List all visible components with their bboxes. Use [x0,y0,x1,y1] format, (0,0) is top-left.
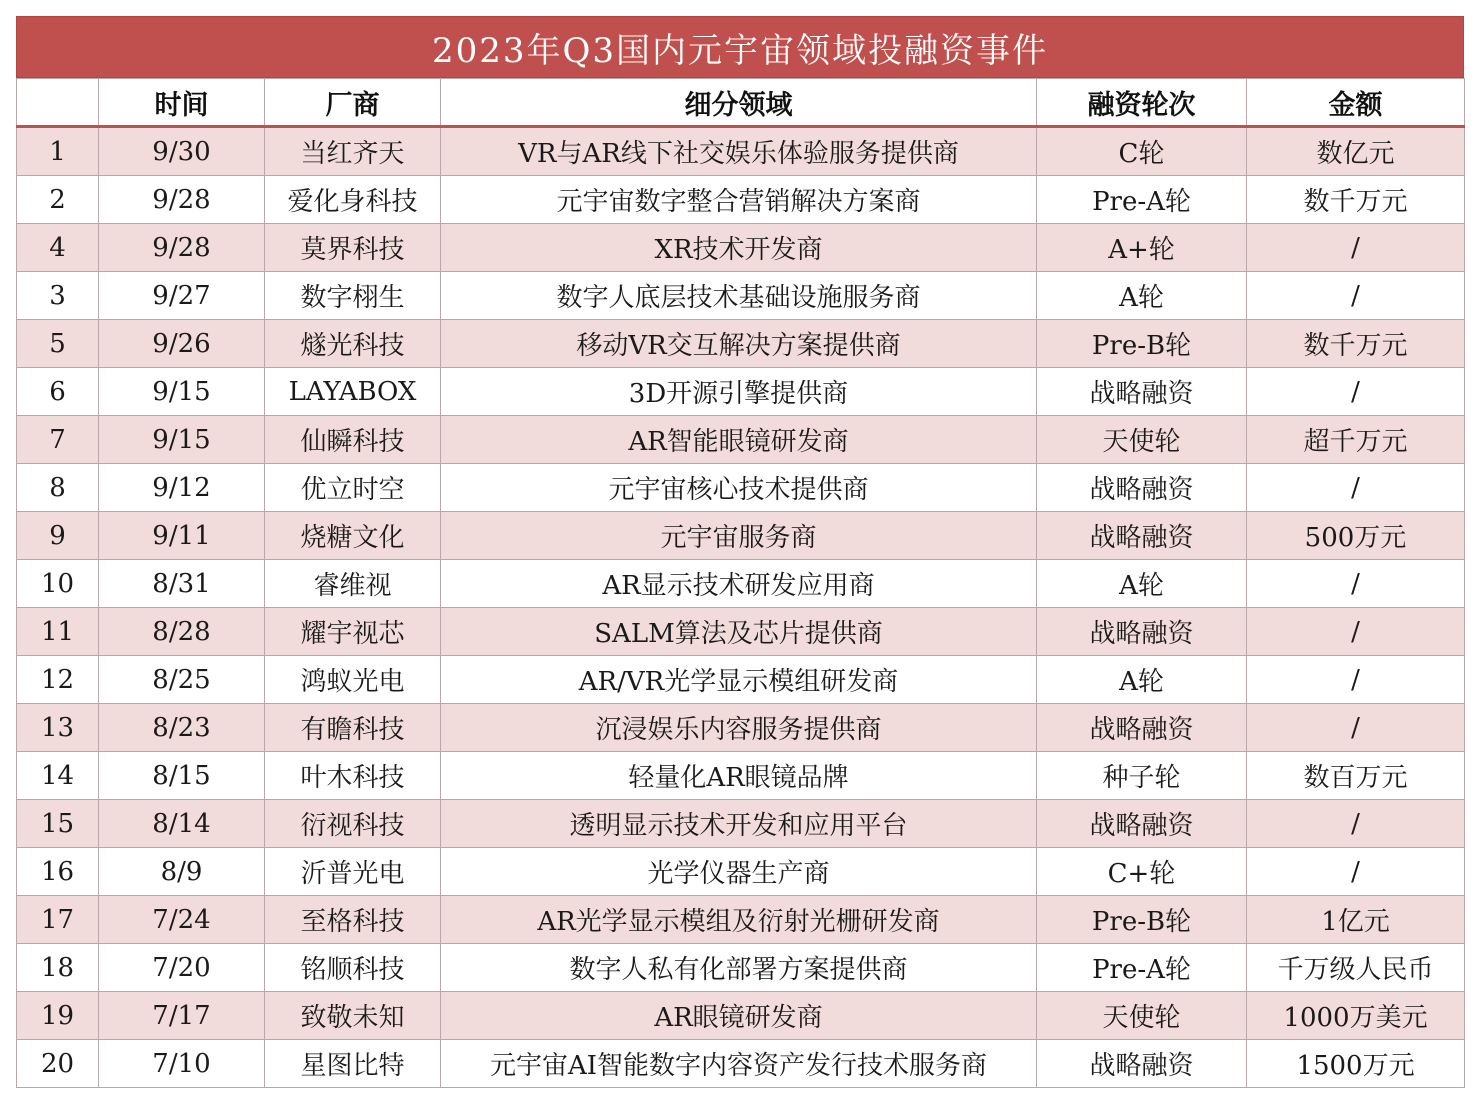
cell-vendor: 耀宇视芯 [265,608,441,656]
cell-index: 9 [17,512,99,560]
cell-vendor: 衍视科技 [265,800,441,848]
header-index [17,79,99,127]
cell-round: 天使轮 [1037,992,1247,1040]
cell-index: 11 [17,608,99,656]
cell-amount: 500万元 [1247,512,1465,560]
table-row [17,416,1465,464]
cell-date: 8/23 [99,704,265,752]
cell-index: 19 [17,992,99,1040]
cell-date: 7/10 [99,1040,265,1088]
cell-vendor: 数字栩生 [265,272,441,320]
cell-round: 战略融资 [1037,368,1247,416]
cell-round: Pre-A轮 [1037,176,1247,224]
header-row [17,79,1465,127]
spreadsheet [16,16,1464,1088]
cell-index: 7 [17,416,99,464]
cell-amount: / [1247,560,1465,608]
table-row [17,512,1465,560]
cell-segment: 元宇宙服务商 [441,512,1037,560]
cell-amount: / [1247,464,1465,512]
cell-round: Pre-B轮 [1037,320,1247,368]
cell-segment: 数字人底层技术基础设施服务商 [441,272,1037,320]
investment-table [16,78,1465,1088]
table-row [17,1040,1465,1088]
cell-vendor: LAYABOX [265,368,441,416]
cell-index: 20 [17,1040,99,1088]
table-row [17,608,1465,656]
cell-vendor: 优立时空 [265,464,441,512]
cell-round: 战略融资 [1037,464,1247,512]
cell-date: 9/27 [99,272,265,320]
cell-date: 8/25 [99,656,265,704]
cell-amount: 数千万元 [1247,320,1465,368]
cell-vendor: 燧光科技 [265,320,441,368]
cell-amount: / [1247,800,1465,848]
cell-segment: 透明显示技术开发和应用平台 [441,800,1037,848]
cell-segment: 3D开源引擎提供商 [441,368,1037,416]
table-body [17,127,1465,1088]
cell-segment: XR技术开发商 [441,224,1037,272]
cell-amount: 数亿元 [1247,127,1465,176]
cell-index: 15 [17,800,99,848]
table-row [17,848,1465,896]
table-row [17,464,1465,512]
cell-vendor: 叶木科技 [265,752,441,800]
cell-amount: 数千万元 [1247,176,1465,224]
cell-date: 8/28 [99,608,265,656]
header-round: 融资轮次 [1037,79,1247,127]
cell-segment: AR智能眼镜研发商 [441,416,1037,464]
cell-round: A轮 [1037,656,1247,704]
cell-vendor: 烧糖文化 [265,512,441,560]
cell-vendor: 仙瞬科技 [265,416,441,464]
cell-amount: 数百万元 [1247,752,1465,800]
cell-date: 7/17 [99,992,265,1040]
cell-segment: AR光学显示模组及衍射光栅研发商 [441,896,1037,944]
cell-date: 8/15 [99,752,265,800]
cell-index: 14 [17,752,99,800]
cell-round: 种子轮 [1037,752,1247,800]
cell-round: A轮 [1037,272,1247,320]
cell-index: 13 [17,704,99,752]
cell-vendor: 至格科技 [265,896,441,944]
cell-date: 7/24 [99,896,265,944]
cell-amount: / [1247,704,1465,752]
cell-segment: 元宇宙核心技术提供商 [441,464,1037,512]
header-segment: 细分领域 [441,79,1037,127]
cell-index: 3 [17,272,99,320]
table-row [17,127,1465,176]
cell-date: 8/14 [99,800,265,848]
cell-segment: 元宇宙AI智能数字内容资产发行技术服务商 [441,1040,1037,1088]
cell-amount: 超千万元 [1247,416,1465,464]
table-row [17,944,1465,992]
table-row [17,224,1465,272]
table-row [17,272,1465,320]
cell-date: 9/30 [99,127,265,176]
table-row [17,800,1465,848]
cell-vendor: 铭顺科技 [265,944,441,992]
cell-segment: AR/VR光学显示模组研发商 [441,656,1037,704]
cell-date: 9/26 [99,320,265,368]
cell-segment: 数字人私有化部署方案提供商 [441,944,1037,992]
cell-vendor: 星图比特 [265,1040,441,1088]
cell-round: A+轮 [1037,224,1247,272]
cell-date: 8/31 [99,560,265,608]
cell-index: 12 [17,656,99,704]
cell-round: 战略融资 [1037,608,1247,656]
cell-date: 9/12 [99,464,265,512]
cell-segment: AR显示技术研发应用商 [441,560,1037,608]
cell-amount: 1500万元 [1247,1040,1465,1088]
table-row [17,992,1465,1040]
table-row [17,176,1465,224]
cell-round: A轮 [1037,560,1247,608]
cell-date: 9/28 [99,224,265,272]
table-row [17,368,1465,416]
cell-vendor: 沂普光电 [265,848,441,896]
cell-amount: / [1247,224,1465,272]
cell-amount: 1亿元 [1247,896,1465,944]
cell-segment: 元宇宙数字整合营销解决方案商 [441,176,1037,224]
cell-round: C+轮 [1037,848,1247,896]
cell-date: 8/9 [99,848,265,896]
header-vendor: 厂商 [265,79,441,127]
cell-round: 战略融资 [1037,704,1247,752]
header-amount: 金额 [1247,79,1465,127]
cell-vendor: 睿维视 [265,560,441,608]
cell-segment: 移动VR交互解决方案提供商 [441,320,1037,368]
cell-round: 战略融资 [1037,512,1247,560]
cell-segment: VR与AR线下社交娱乐体验服务提供商 [441,127,1037,176]
cell-vendor: 爱化身科技 [265,176,441,224]
cell-segment: 沉浸娱乐内容服务提供商 [441,704,1037,752]
cell-date: 9/15 [99,368,265,416]
cell-vendor: 致敬未知 [265,992,441,1040]
cell-vendor: 鸿蚁光电 [265,656,441,704]
cell-amount: / [1247,848,1465,896]
cell-segment: 轻量化AR眼镜品牌 [441,752,1037,800]
table-row [17,656,1465,704]
table-row [17,560,1465,608]
cell-amount: / [1247,368,1465,416]
cell-amount: / [1247,656,1465,704]
cell-round: 战略融资 [1037,1040,1247,1088]
cell-vendor: 莫界科技 [265,224,441,272]
cell-index: 1 [17,127,99,176]
cell-index: 2 [17,176,99,224]
cell-index: 6 [17,368,99,416]
cell-round: 战略融资 [1037,800,1247,848]
cell-index: 8 [17,464,99,512]
table-row [17,320,1465,368]
cell-vendor: 当红齐天 [265,127,441,176]
cell-index: 4 [17,224,99,272]
cell-amount: 1000万美元 [1247,992,1465,1040]
cell-amount: / [1247,272,1465,320]
cell-round: Pre-A轮 [1037,944,1247,992]
cell-index: 18 [17,944,99,992]
cell-vendor: 有瞻科技 [265,704,441,752]
cell-index: 5 [17,320,99,368]
table-row [17,752,1465,800]
cell-segment: SALM算法及芯片提供商 [441,608,1037,656]
table-title: 2023年Q3国内元宇宙领域投融资事件 [16,16,1464,78]
table-row [17,704,1465,752]
cell-date: 9/15 [99,416,265,464]
table-row [17,896,1465,944]
header-date: 时间 [99,79,265,127]
cell-date: 9/28 [99,176,265,224]
cell-segment: AR眼镜研发商 [441,992,1037,1040]
cell-date: 7/20 [99,944,265,992]
cell-index: 17 [17,896,99,944]
cell-index: 10 [17,560,99,608]
cell-round: 天使轮 [1037,416,1247,464]
cell-round: Pre-B轮 [1037,896,1247,944]
cell-index: 16 [17,848,99,896]
cell-segment: 光学仪器生产商 [441,848,1037,896]
cell-date: 9/11 [99,512,265,560]
cell-amount: / [1247,608,1465,656]
cell-round: C轮 [1037,127,1247,176]
cell-amount: 千万级人民币 [1247,944,1465,992]
